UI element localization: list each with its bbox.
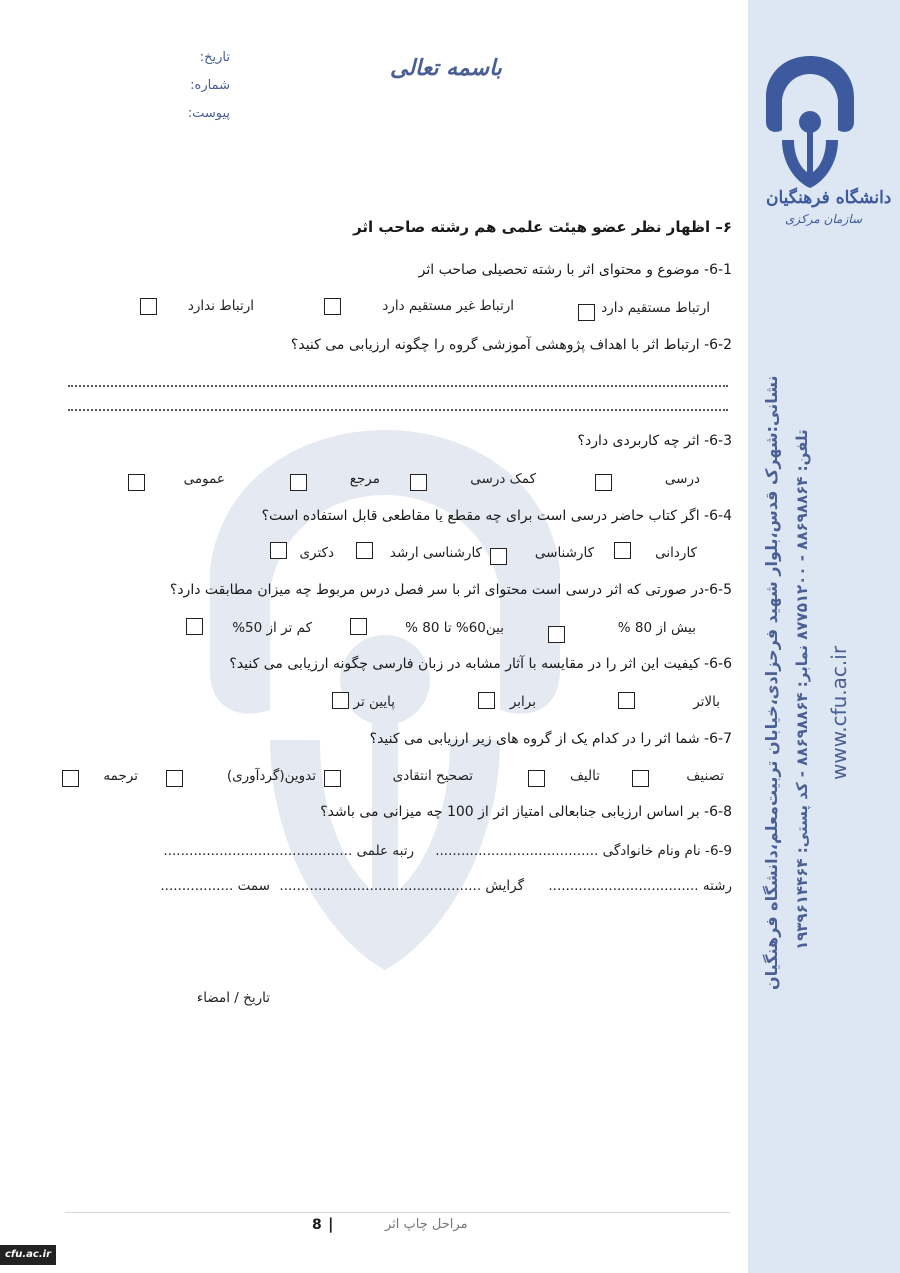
bismillah: باسمه تعالی <box>390 55 502 81</box>
q1-checkbox-none[interactable] <box>140 298 157 315</box>
q7-option-authorship: تالیف <box>569 768 600 784</box>
q7-checkbox-authorship[interactable] <box>528 770 545 787</box>
logo-subname: سازمان مرکزی <box>785 212 862 226</box>
q4-option-associate: کاردانی <box>655 545 697 561</box>
signature-label: تاریخ / امضاء <box>196 990 270 1006</box>
question-6-6: 6-6- کیفیت این اثر را در مقایسه با آثار مشابه در زبان فارسی چگونه ارزیابی می کنید؟ <box>229 656 732 672</box>
q7-checkbox-compilation[interactable] <box>166 770 183 787</box>
question-6-8: 6-8- بر اساس ارزیابی جنابعالی امتیاز اثر از 100 چه میزانی می باشد؟ <box>320 804 732 820</box>
q5-checkbox-under50[interactable] <box>186 618 203 635</box>
q1-option-direct: ارتباط مستقیم دارد <box>601 300 710 316</box>
q6-checkbox-higher[interactable] <box>618 692 635 709</box>
answer-line-2[interactable] <box>68 409 728 411</box>
q4-checkbox-master[interactable] <box>356 542 373 559</box>
side-contact: تلفن: ۸۸۶۹۸۸۶۴ - ۸۷۷۵۱۲۰۰ نمابر: ۸۸۶۹۸۸۶۴ - کد پستی: ۱۹۳۹۶۱۴۴۶۴ <box>793 429 811 950</box>
question-6-5: 6-5-در صورتی که اثر درسی است محتوای اثر با سر فصل درس مربوط چه میزان مطابقت دارد؟ <box>169 582 732 598</box>
q6-option-higher: بالاتر <box>693 694 720 710</box>
q3-option-general: عمومی <box>183 471 225 487</box>
site-badge[interactable]: cfu.ac.ir <box>0 1245 56 1265</box>
footer-divider <box>65 1212 730 1213</box>
page-number: 8 <box>312 1217 322 1233</box>
answer-line-1[interactable] <box>68 385 728 387</box>
q3-checkbox-reference[interactable] <box>290 474 307 491</box>
q6-checkbox-equal[interactable] <box>478 692 495 709</box>
q7-option-composition: تصنیف <box>686 768 724 784</box>
section-title: ۶– اظهار نظر عضو هیئت علمی هم رشته صاحب اثر <box>353 218 732 236</box>
university-logo-icon <box>762 52 858 192</box>
q4-checkbox-phd[interactable] <box>270 542 287 559</box>
q3-checkbox-textbook[interactable] <box>595 474 612 491</box>
footer-title: مراحل چاپ اثر <box>385 1217 468 1232</box>
side-address: نشانی:شهرک قدس،بلوار شهید فرحزادی،خیابان تربیت‌معلم،دانشگاه فرهنگیان <box>762 375 781 990</box>
q5-checkbox-60to80[interactable] <box>350 618 367 635</box>
question-6-3: 6-3- اثر چه کاربردی دارد؟ <box>577 433 732 449</box>
q4-option-phd: دکتری <box>299 545 334 561</box>
q7-checkbox-composition[interactable] <box>632 770 649 787</box>
question-6-2: 6-2- ارتباط اثر با اهداف پژوهشی آموزشی گروه را چگونه ارزیابی می کنید؟ <box>290 337 732 353</box>
q4-checkbox-associate[interactable] <box>614 542 631 559</box>
q7-option-compilation: تدوین(گردآوری) <box>226 768 316 784</box>
q5-checkbox-over80[interactable] <box>548 626 565 643</box>
logo-name: دانشگاه فرهنگیان <box>766 188 892 208</box>
q3-option-reference: مرجع <box>349 471 380 487</box>
question-6-7: 6-7- شما اثر را در کدام یک از گروه های زیر ارزیابی می کنید؟ <box>369 731 732 747</box>
q3-checkbox-supplementary[interactable] <box>410 474 427 491</box>
q9-orientation-field[interactable]: گرایش ............................................... <box>279 878 524 894</box>
side-website: www.cfu.ac.ir <box>827 645 851 780</box>
q7-option-critical-edition: تصحیح انتقادی <box>392 768 473 784</box>
number-label: شماره: <box>190 78 230 93</box>
q9-rank-field[interactable]: رتبه علمی ............................................ <box>163 843 414 859</box>
q4-option-bachelor: کارشناسی <box>534 545 594 561</box>
q1-option-none: ارتباط ندارد <box>187 298 254 314</box>
footer-separator: | <box>328 1215 334 1233</box>
q5-option-over80: بیش از 80 % <box>617 620 696 636</box>
attachment-label: پیوست: <box>187 106 230 121</box>
q7-option-translation: ترجمه <box>103 768 138 784</box>
q1-checkbox-indirect[interactable] <box>324 298 341 315</box>
q4-checkbox-bachelor[interactable] <box>490 548 507 565</box>
q1-checkbox-direct[interactable] <box>578 304 595 321</box>
date-label: تاریخ: <box>199 50 230 65</box>
q4-option-master: کارشناسی ارشد <box>389 545 482 561</box>
q3-checkbox-general[interactable] <box>128 474 145 491</box>
q5-option-60to80: بین60% تا 80 % <box>405 620 504 636</box>
q7-checkbox-translation[interactable] <box>62 770 79 787</box>
q3-option-textbook: درسی <box>664 471 700 487</box>
q1-option-indirect: ارتباط غیر مستقیم دارد <box>382 298 514 314</box>
question-6-1: 6-1- موضوع و محتوای اثر با رشته تحصیلی صاحب اثر <box>418 262 732 278</box>
q9-position-field[interactable]: سمت ................. <box>160 878 270 894</box>
question-6-4: 6-4- اگر کتاب حاضر درسی است برای چه مقطع یا مقاطعی قابل استفاده است؟ <box>261 508 732 524</box>
q9-name-field[interactable]: 6-9- نام ونام خانوادگی ...................................... <box>435 843 732 859</box>
q7-checkbox-critical-edition[interactable] <box>324 770 341 787</box>
q3-option-supplementary: کمک درسی <box>470 471 536 487</box>
q9-field-field[interactable]: رشته ................................... <box>548 878 732 894</box>
q6-option-equal: برابر <box>509 694 536 710</box>
q6-option-lower: پایین تر <box>353 694 395 710</box>
q6-checkbox-lower[interactable] <box>332 692 349 709</box>
q5-option-under50: کم تر از 50% <box>232 620 312 636</box>
